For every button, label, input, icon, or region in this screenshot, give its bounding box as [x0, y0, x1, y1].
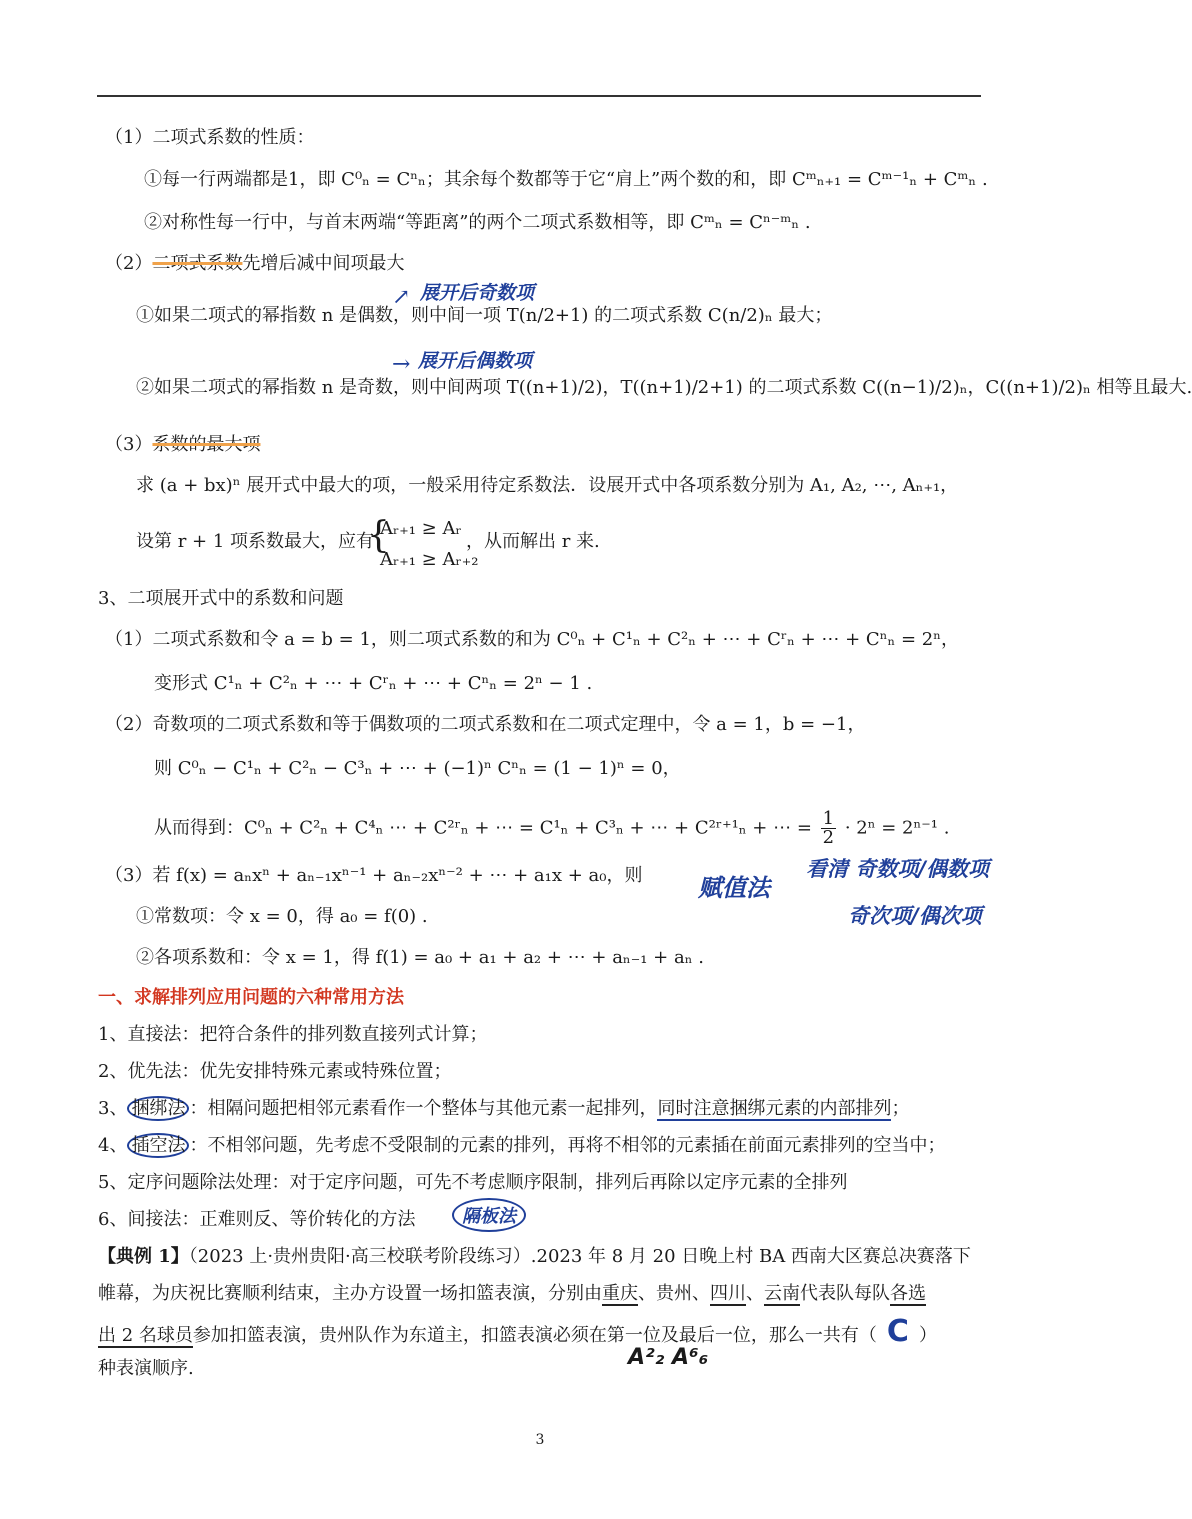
sum-3: （3）若 f(x) = aₙxⁿ + aₙ₋₁xⁿ⁻¹ + aₙ₋₂xⁿ⁻² + ⋯ + a₁x + a₀，则	[105, 865, 643, 886]
example-l2-a: 帷幕，为庆祝比赛顺利结束，主办方设置一场扣篮表演，分别由	[98, 1283, 602, 1304]
max-set-suffix: ，从而解出 r 来.	[466, 531, 600, 552]
max-struck: 系数的最大项	[152, 434, 261, 455]
example-l2-d: 代表队每队	[800, 1283, 890, 1304]
max-heading	[105, 433, 260, 457]
system-line-2: Aᵣ₊₁ ≥ Aᵣ₊₂	[380, 549, 479, 570]
top-rule	[97, 95, 981, 97]
example-l3-b: ）	[918, 1325, 937, 1346]
system-line-1: Aᵣ₊₁ ≥ Aᵣ	[380, 518, 462, 539]
method-3-end: ；	[891, 1098, 910, 1119]
fraction-denominator: 2	[822, 827, 835, 848]
handwriting-odd-item: 展开后奇数项	[420, 282, 535, 304]
sum-2-result-post: · 2ⁿ = 2ⁿ⁻¹ .	[844, 817, 950, 839]
method-3-prefix: 3、	[98, 1098, 128, 1119]
method-5: 5、定序问题除法处理：对于定序问题，可先不考虑顺序限制，排列后再除以定序元素的全排列	[98, 1172, 848, 1193]
handwriting-look-1: 看清 奇数项/偶数项	[806, 857, 989, 881]
prop-heading: （1）二项式系数的性质：	[105, 127, 315, 148]
even-power: ①如果二项式的幂指数 n 是偶数，则中间一项 T(n/2+1) 的二项式系数 C(n/2)ₙ 最大；	[136, 305, 833, 326]
arrow-icon: ↗	[392, 285, 411, 310]
example-l3-u: 出 2 名球员	[98, 1325, 193, 1346]
sum-3-all: ②各项系数和：令 x = 1，得 f(1) = a₀ + a₁ + a₂ + ⋯ + aₙ₋₁ + aₙ .	[136, 947, 704, 968]
sum-1-variant: 变形式 C¹ₙ + C²ₙ + ⋯ + Cʳₙ + ⋯ + Cⁿₙ = 2ⁿ − 1 .	[154, 673, 593, 694]
max-method: 求 (a + bx)ⁿ 展开式中最大的项，一般采用待定系数法．设展开式中各项系数分别为 A₁, A₂, ⋯, Aₙ₊₁，	[136, 475, 959, 496]
monotone-struck: 二项式系数	[152, 253, 243, 274]
page-number: 3	[535, 1432, 545, 1448]
handwriting-even-item: 展开后偶数项	[418, 350, 533, 372]
section-3-heading: 3、二项展开式中的系数和问题	[98, 588, 344, 609]
method-4	[98, 1134, 945, 1158]
sum-2-result	[154, 810, 949, 847]
method-4-circled: 插空法	[127, 1133, 189, 1158]
brace-icon: {	[367, 515, 390, 556]
sum-1: （1）二项式系数和令 a = b = 1，则二项式系数的和为 C⁰ₙ + C¹ₙ + C²ₙ + ⋯ + Cʳₙ + ⋯ + Cⁿₙ = 2ⁿ，	[105, 629, 960, 650]
method-3-circled: 捆绑法	[127, 1096, 189, 1121]
methods-heading: 一、求解排列应用问题的六种常用方法	[98, 987, 404, 1008]
odd-power: ②如果二项式的幂指数 n 是奇数，则中间两项 T((n+1)/2)，T((n+1)/2+1) 的二项式系数 C((n−1)/2)ₙ，C((n+1)/2)ₙ 相等且最大.	[136, 377, 1192, 398]
monotone-prefix: （2）	[105, 253, 153, 274]
max-set-prefix: 设第 r + 1 项系数最大，应有	[136, 531, 375, 552]
method-2: 2、优先法：优先安排特殊元素或特殊位置；	[98, 1061, 452, 1082]
example-l2-u3: 云南	[764, 1283, 800, 1304]
prop-1: ①每一行两端都是1，即 C⁰ₙ = Cⁿₙ；其余每个数都等于它“肩上”两个数的和，即 Cᵐₙ₊₁ = Cᵐ⁻¹ₙ + Cᵐₙ .	[144, 169, 988, 190]
sum-2-result-pre: 从而得到：C⁰ₙ + C²ₙ + C⁴ₙ ⋯ + C²ʳₙ + ⋯ = C¹ₙ + C³ₙ + ⋯ + C²ʳ⁺¹ₙ + ⋯ =	[154, 817, 812, 839]
method-4-rest: ：不相邻问题，先考虑不受限制的元素的排列，再将不相邻的元素插在前面元素排列的空当中；	[189, 1135, 946, 1156]
example-l3-a: 参加扣篮表演，贵州队作为东道主，扣篮表演必须在第一位及最后一位，那么一共有（	[192, 1325, 877, 1346]
handwriting-formula: A²₂ A⁶₆	[628, 1345, 709, 1370]
example-line-1	[98, 1245, 971, 1269]
example-l2-u1: 重庆	[602, 1283, 638, 1304]
example-source: （2023 上·贵州贵阳·高三校联考阶段练习）.2023 年 8 月 20 日晚上村 BA 西南大区赛总决赛落下	[188, 1246, 971, 1267]
method-1: 1、直接法：把符合条件的排列数直接列式计算；	[98, 1024, 488, 1045]
example-label: 【典例 1】	[98, 1246, 189, 1267]
example-line-4: 种表演顺序.	[98, 1358, 194, 1379]
handwriting-divider: 隔板法	[452, 1198, 526, 1232]
fraction-numerator: 1	[822, 808, 835, 829]
method-3-mid: ：相隔问题把相邻元素看作一个整体与其他元素一起排列，	[189, 1098, 658, 1119]
monotone-heading	[105, 252, 404, 276]
example-line-2	[98, 1282, 926, 1306]
method-3	[98, 1097, 909, 1121]
example-l2-c: 、	[746, 1283, 764, 1304]
fraction	[821, 810, 836, 847]
method-6: 6、间接法：正难则反、等价转化的方法	[98, 1209, 416, 1230]
sum-2-substitution: 则 C⁰ₙ − C¹ₙ + C²ₙ − C³ₙ + ⋯ + (−1)ⁿ Cⁿₙ = (1 − 1)ⁿ = 0，	[154, 758, 681, 779]
handwriting-assign: 赋值法	[698, 874, 770, 902]
monotone-rest: 先增后减中间项最大	[242, 253, 405, 274]
handwriting-answer: C	[886, 1314, 909, 1349]
handwriting-look-2: 奇次项/偶次项	[848, 904, 982, 928]
arrow-icon: →	[392, 352, 411, 377]
method-3-underlined: 同时注意捆绑元素的内部排列	[657, 1098, 892, 1119]
max-prefix: （3）	[105, 434, 153, 455]
method-4-prefix: 4、	[98, 1135, 128, 1156]
example-l2-u2: 四川	[710, 1283, 746, 1304]
example-l2-b: 、贵州、	[638, 1283, 710, 1304]
example-line-3	[98, 1314, 937, 1349]
sum-2: （2）奇数项的二项式系数和等于偶数项的二项式系数和在二项式定理中，令 a = 1，b = −1，	[105, 714, 866, 735]
prop-2: ②对称性每一行中，与首末两端“等距离”的两个二项式系数相等，即 Cᵐₙ = Cⁿ⁻ᵐₙ .	[144, 212, 811, 233]
example-l2-u4: 各选	[890, 1283, 926, 1304]
sum-3-constant: ①常数项：令 x = 0，得 a₀ = f(0) .	[136, 906, 428, 927]
